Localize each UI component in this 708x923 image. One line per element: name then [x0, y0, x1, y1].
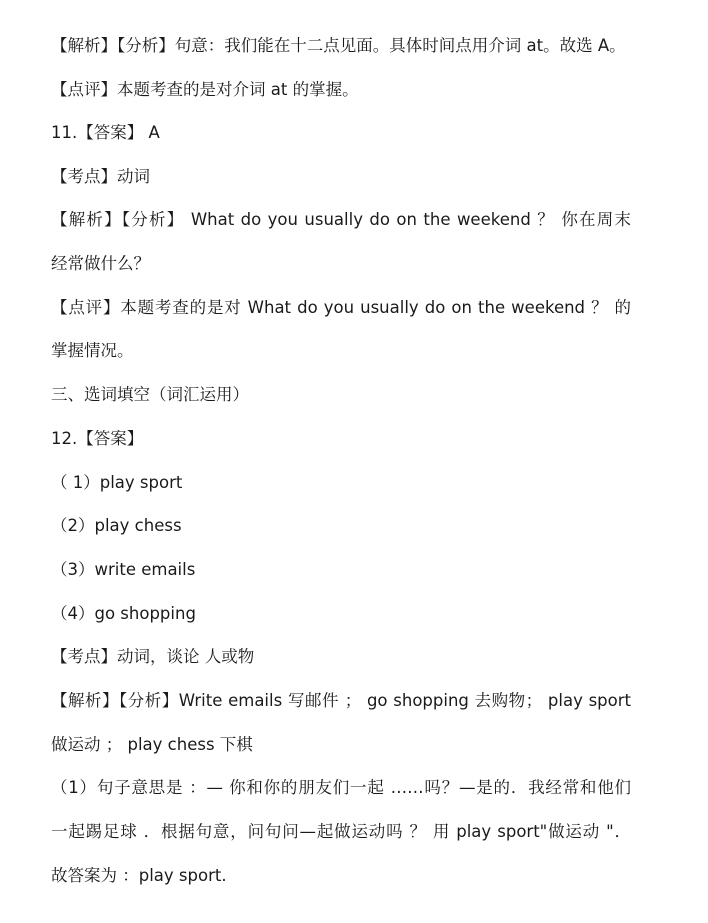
- answer-item-1: （ 1）play sport: [51, 473, 183, 492]
- text-line-analysis-12-cont: 做运动 ； play chess 下棋: [51, 735, 253, 754]
- text-line-explanation-2: 一起踢足球 ．根据句意，问句问—起做运动吗 ？ 用 play sport"做运动 "．: [51, 822, 631, 841]
- text-line-analysis-10: 【解析】【分析】句意：我们能在十二点见面。具体时间点用介词 at。故选 A。: [51, 36, 626, 55]
- answer-item-2: （2）play chess: [51, 516, 182, 535]
- section-heading: 三、选词填空（词汇运用）: [51, 385, 249, 404]
- text-line-analysis-12: 【解析】【分析】Write emails 写邮件 ； go shopping 去购物； play sport: [51, 691, 631, 710]
- text-line-topic-12: 【考点】动词，谈论 人或物: [51, 647, 255, 666]
- text-line-analysis-11: 【解析】【分析】 What do you usually do on the weekend ？ 你在周末: [51, 210, 631, 229]
- text-line-comment-11-cont: 掌握情况。: [51, 341, 134, 360]
- text-line-comment-11: 【点评】本题考查的是对 What do you usually do on the weekend ？ 的: [51, 298, 631, 317]
- answer-item-4: （4）go shopping: [51, 604, 196, 623]
- answer-item-3: （3）write emails: [51, 560, 196, 579]
- text-line-answer-12: 12.【答案】: [51, 429, 144, 448]
- text-line-analysis-11-cont: 经常做什么？: [51, 254, 150, 273]
- text-line-comment-10: 【点评】本题考查的是对介词 at 的掌握。: [51, 80, 359, 99]
- text-line-explanation-1: （1）句子意思是 ：— 你和你的朋友们一起 ……吗？—是的．我经常和他们: [51, 778, 631, 797]
- text-line-answer-11: 11.【答案】 A: [51, 123, 160, 142]
- text-line-explanation-3: 故答案为 ：play sport.: [51, 866, 227, 885]
- text-line-topic-11: 【考点】动词: [51, 167, 150, 186]
